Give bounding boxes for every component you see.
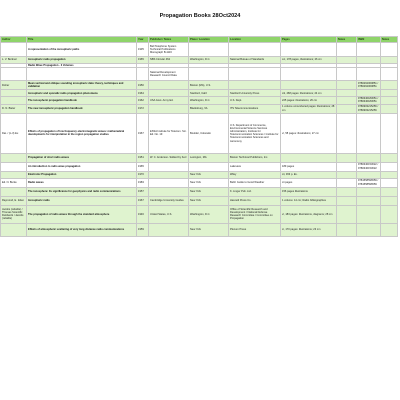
year-cell: 1970 — [137, 171, 149, 178]
title-cell — [27, 68, 137, 81]
isbn-cell — [357, 187, 381, 196]
year-cell: 1959 — [137, 223, 149, 236]
author-cell: Raymond, E. Isben — [1, 196, 27, 205]
extra-cell — [381, 81, 398, 90]
location-cell: National Bureau of Standards — [229, 57, 281, 64]
extra-cell — [381, 57, 398, 64]
place-cell — [189, 43, 229, 57]
document-title: Propagation Books 28Oct2024 — [159, 13, 241, 19]
column-header: Location — [229, 37, 281, 43]
column-header: Notes — [381, 37, 398, 43]
location-cell — [229, 68, 281, 81]
pages-cell: xii pages — [281, 178, 337, 187]
notes-cell — [337, 223, 357, 236]
extra-cell — [381, 187, 398, 196]
column-header: ISBN — [357, 37, 381, 43]
place-cell: Lexington, MA — [189, 153, 229, 162]
place-cell: New York — [189, 196, 229, 205]
title-cell: Ionospheric radio propagation — [27, 57, 137, 64]
notes-cell — [337, 196, 357, 205]
place-cell — [189, 162, 229, 171]
location-cell: Bells' Guide to Good Weather — [229, 178, 281, 187]
title-cell: Propagation of short radio waves — [27, 153, 137, 162]
author-cell — [1, 153, 27, 162]
column-header: Place / Location — [189, 37, 229, 43]
author-cell: D. N. Bieler — [1, 104, 27, 113]
isbn-cell: 9780903215256 / 9780903215256 — [357, 104, 381, 113]
location-cell: Wiley — [229, 171, 281, 178]
year-cell: 1962 — [137, 97, 149, 104]
author-cell — [1, 43, 27, 57]
location-cell: U.S. Department of Commerce, Environmental Science Services Administration, Institute for Telecommunication Sciences / Institute for Telecommunication Sciences and Aeronomy — [229, 113, 281, 153]
publisher-cell: National Development Research Council Data — [149, 68, 189, 81]
place-cell: Boston (MA), U.S. — [189, 81, 229, 90]
pages-cell: xi, 170 pages: illustrations; 23 cm — [281, 223, 337, 236]
isbn-cell — [357, 57, 381, 64]
table-row — [1, 97, 398, 104]
extra-cell — [381, 205, 398, 223]
pages-cell — [281, 81, 337, 90]
extra-cell — [381, 162, 398, 171]
table-row — [1, 187, 398, 196]
notes-cell — [337, 162, 357, 171]
notes-cell — [337, 43, 357, 57]
pages-cell: xvi, 178 pages, illustrations; 26 cm — [281, 57, 337, 64]
notes-cell — [337, 153, 357, 162]
pages-cell: vi, 58 pages: illustrations; 27 cm — [281, 113, 337, 153]
isbn-cell — [357, 43, 381, 57]
title-cell: The ionosphere: Its significance for geophysics and radio communications — [27, 187, 137, 196]
table-row — [1, 171, 398, 178]
publisher-cell — [149, 223, 189, 236]
title-cell: The ionospheric propagation handbook — [27, 97, 137, 104]
location-cell: Boston Technical Publishers, Inc. — [229, 153, 281, 162]
location-cell: Lakeview — [229, 162, 281, 171]
title-cell: An introduction to radio wave propagation — [27, 162, 137, 171]
publisher-cell: Cambridge University Guides — [149, 196, 189, 205]
extra-cell — [381, 43, 398, 57]
title-cell: Radio Wave Propagation - 2 Volumes — [27, 64, 137, 68]
isbn-cell: 9780340153022 / 9780340153022 — [357, 162, 381, 171]
pages-cell: xiii, 468 pages: illustrations; 24 cm — [281, 90, 337, 97]
table-row — [1, 205, 398, 223]
books-table — [0, 36, 398, 237]
publisher-cell — [149, 90, 189, 97]
publisher-cell: USA Govt. Army Ed. — [149, 97, 189, 104]
author-cell: Fisher — [1, 81, 27, 90]
publisher-cell: ESSA Institute for Telecom. Sci. Ed. No. 19 — [149, 113, 189, 153]
column-header: Publisher / Notes — [149, 37, 189, 43]
pages-cell: vi, 183 pages: illustrations, diagrams; 28 cm — [281, 205, 337, 223]
table-row — [1, 104, 398, 113]
author-cell — [1, 90, 27, 97]
title-cell: Ionospheric and sporadic radio propagation phenomena — [27, 90, 137, 97]
table-row — [1, 178, 398, 187]
column-header: Pages — [281, 37, 337, 43]
column-header: Title — [27, 37, 137, 43]
table-row — [1, 223, 398, 236]
title-cell: Effects of atmospheric scattering of very long distance radio communications — [27, 223, 137, 236]
pages-cell — [281, 68, 337, 81]
notes-cell — [337, 97, 357, 104]
notes-cell — [337, 178, 357, 187]
location-cell: Office of Scientific Research and Development / National Defense Research Committee / Committee on Propagation — [229, 205, 281, 223]
place-cell: New York — [189, 223, 229, 236]
author-cell: Ed. N. Burke — [1, 178, 27, 187]
table-row — [1, 68, 398, 81]
notes-cell — [337, 104, 357, 113]
publisher-cell: United States, U.S. — [149, 205, 189, 223]
title-cell: The propagation of radio waves through the standard atmosphere — [27, 205, 137, 223]
place-cell: Stanford, Calif. — [189, 90, 229, 97]
place-cell: Blacksburg, VA — [189, 104, 229, 113]
notes-cell — [337, 81, 357, 90]
title-cell: Effects of propagation of low frequency electromagnetic waves: mathematical developments for interpretation in the region propagation studies — [27, 113, 137, 153]
isbn-cell — [357, 68, 381, 81]
extra-cell — [381, 223, 398, 236]
notes-cell — [337, 57, 357, 64]
place-cell — [189, 68, 229, 81]
place-cell: New York — [189, 178, 229, 187]
isbn-cell: 9781558596559 / 9781558596559 — [357, 178, 381, 187]
extra-cell — [381, 97, 398, 104]
title-cell: Ionospheric radio — [27, 196, 137, 205]
column-header: Year — [137, 37, 149, 43]
table-row — [1, 113, 398, 153]
pages-cell: 189 pages — [281, 162, 337, 171]
title-cell: Mean vertical and oblique sounding ionospheric data: theory, techniques and validation — [27, 81, 137, 90]
extra-cell — [381, 171, 398, 178]
extra-cell — [381, 196, 398, 205]
pages-cell: 156 pages illustrations — [281, 187, 337, 196]
table-row — [1, 90, 398, 97]
pages-cell: xii, 363 p. Ex. — [281, 171, 337, 178]
location-cell — [229, 81, 281, 90]
publisher-cell: W. C. Anderson / Edited by Kerr — [149, 153, 189, 162]
place-cell: Washington, D.C. — [189, 97, 229, 104]
year-cell: 1967 — [137, 196, 149, 205]
year-cell: 1946 — [137, 205, 149, 223]
notes-cell — [337, 90, 357, 97]
location-cell: Harvard Press Co. — [229, 196, 281, 205]
location-cell: Stanford University Press — [229, 90, 281, 97]
year-cell: 1972 — [137, 104, 149, 113]
extra-cell — [381, 104, 398, 113]
author-cell — [1, 223, 27, 236]
location-cell: Plenum Press — [229, 223, 281, 236]
location-cell: ITS Telecommunications — [229, 104, 281, 113]
title-cell: Radio waves — [27, 178, 137, 187]
publisher-cell — [149, 171, 189, 178]
location-cell — [229, 43, 281, 57]
pages-cell: 1 volume unnumbered pages: illustrations; 28 cm — [281, 104, 337, 113]
pages-cell — [281, 153, 337, 162]
author-cell — [1, 68, 27, 81]
isbn-cell: 9780340183051 / 9780340183051 — [357, 97, 381, 104]
title-cell: The new ionospheric propagation handbook — [27, 104, 137, 113]
author-cell: L. V. Berkner — [1, 57, 27, 64]
pages-cell: 225 pages: illustrations; 26 cm — [281, 97, 337, 104]
author-cell — [1, 171, 27, 178]
isbn-cell — [357, 205, 381, 223]
extra-cell — [381, 178, 398, 187]
pages-cell: 1 volume: 14 cm; Radio bibliographies — [281, 196, 337, 205]
publisher-cell — [149, 104, 189, 113]
place-cell: New York — [189, 171, 229, 178]
notes-cell — [337, 171, 357, 178]
author-cell — [1, 162, 27, 171]
table-row — [1, 162, 398, 171]
publisher-cell — [149, 178, 189, 187]
year-cell: 1967 — [137, 113, 149, 153]
blank-area — [0, 298, 400, 400]
column-header: Notes — [337, 37, 357, 43]
extra-cell — [381, 113, 398, 153]
place-cell: New York — [189, 187, 229, 196]
isbn-cell — [357, 113, 381, 153]
year-cell: 1950 — [137, 81, 149, 90]
notes-cell — [337, 187, 357, 196]
year-cell: 1951 — [137, 153, 149, 162]
extra-cell — [381, 68, 398, 81]
extra-cell — [381, 90, 398, 97]
isbn-cell — [357, 90, 381, 97]
notes-cell — [337, 113, 357, 153]
author-cell: Jacobs (reliable) / Thomas Scientific Fieldwork / Jacobs (reliable) — [1, 205, 27, 223]
year-cell: 1983 — [137, 178, 149, 187]
isbn-cell — [357, 223, 381, 236]
author-cell — [1, 97, 27, 104]
author-cell: Dat. / (n-3) Ev. — [1, 113, 27, 153]
notes-cell — [337, 205, 357, 223]
location-cell: U.S. Dept. — [229, 97, 281, 104]
year-cell: 1965 — [137, 162, 149, 171]
publisher-cell — [149, 187, 189, 196]
table-row — [1, 57, 398, 64]
table-row — [1, 153, 398, 162]
isbn-cell — [357, 153, 381, 162]
publisher-cell: NBS Circular 462 — [149, 57, 189, 64]
extra-cell — [381, 153, 398, 162]
publisher-cell — [149, 81, 189, 90]
place-cell: Washington, D.C. — [189, 57, 229, 64]
year-cell: 1964 — [137, 90, 149, 97]
year-cell: 1957 — [137, 187, 149, 196]
title-cell: A representation of the ionospheric paths — [27, 43, 137, 57]
column-header: Author — [1, 37, 27, 43]
author-cell — [1, 187, 27, 196]
place-cell: Washington, D.C. — [189, 205, 229, 223]
pages-cell — [281, 43, 337, 57]
notes-cell — [337, 68, 357, 81]
location-cell: K. Linger Pub. Ltd. — [229, 187, 281, 196]
table-row — [1, 43, 398, 57]
isbn-cell: 9780262060851 / 9780262060851 — [357, 81, 381, 90]
place-cell: Boulder, Colorado — [189, 113, 229, 153]
year-cell: 1965 — [137, 57, 149, 64]
isbn-cell — [357, 171, 381, 178]
isbn-cell — [357, 196, 381, 205]
publisher-cell: Bell Telephone System Technical Publications Monograph B-1116 — [149, 43, 189, 57]
year-cell — [137, 68, 149, 81]
publisher-cell — [149, 162, 189, 171]
title-cell: Electronic Propagation — [27, 171, 137, 178]
year-cell: 1935 — [137, 43, 149, 57]
table-row — [1, 81, 398, 90]
table-row — [1, 196, 398, 205]
